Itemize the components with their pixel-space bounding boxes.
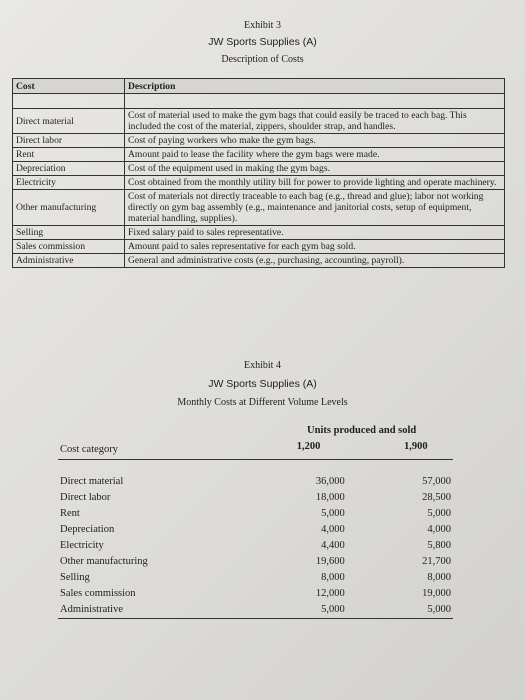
cost-description: Fixed salary paid to sales representative. — [125, 226, 505, 240]
cost-at-1900: 5,800 — [427, 540, 451, 551]
table-row — [58, 602, 453, 619]
monthly-costs-table — [58, 424, 453, 619]
cost-at-1200: 5,000 — [270, 602, 346, 619]
table-header-row — [58, 437, 453, 460]
volume-header-1200: 1,200 — [270, 437, 346, 460]
cost-description: Cost of material used to make the gym bags that could easily be traced to each bag. This included the cost of the material, zippers, shoulder strap, and handles. — [125, 109, 505, 134]
cost-at-1200: 4,000 — [321, 524, 345, 535]
category-header: Cost category — [58, 437, 270, 460]
table-row — [13, 254, 505, 268]
cost-description: Amount paid to sales representative for each gym bag sold. — [125, 240, 505, 254]
cost-name: Selling — [13, 226, 125, 240]
table-row — [58, 460, 453, 491]
cost-at-1200: 19,600 — [315, 556, 345, 567]
cost-description: Cost of paying workers who make the gym bags. — [125, 134, 505, 148]
cost-category: Electricity — [60, 540, 104, 551]
cost-category: Rent — [60, 508, 80, 519]
cost-at-1900: 5,000 — [379, 602, 453, 619]
cost-name: Electricity — [13, 176, 125, 190]
cost-at-1200: 12,000 — [315, 588, 345, 599]
cost-category: Administrative — [58, 602, 270, 619]
cost-at-1900: 8,000 — [427, 572, 451, 583]
table-row — [13, 176, 505, 190]
cost-category: Direct material — [60, 476, 124, 487]
cost-category: Depreciation — [60, 524, 115, 535]
table-header-row — [13, 79, 505, 94]
table-header-row — [58, 424, 453, 437]
exhibit3-title: JW Sports Supplies (A) — [208, 36, 317, 48]
table-row — [13, 190, 505, 226]
exhibit3-subtitle: Description of Costs — [221, 54, 304, 65]
description-column-header: Description — [125, 79, 505, 94]
cost-description: Cost obtained from the monthly utility bill for power to provide lighting and operate machinery. — [125, 176, 505, 190]
cost-category: Direct labor — [60, 492, 111, 503]
table-row — [58, 506, 453, 522]
table-row — [58, 586, 453, 602]
table-row — [13, 162, 505, 176]
cost-description: Amount paid to lease the facility where the gym bags were made. — [125, 148, 505, 162]
cost-description: Cost of materials not directly traceable to each bag (e.g., thread and glue); labor not working directly on gym bag assembly (e.g., maintenance and janitorial costs, setup of equipment, material handling, supplies). — [125, 190, 505, 226]
table-row — [13, 109, 505, 134]
table-row — [13, 134, 505, 148]
cost-name: Sales commission — [13, 240, 125, 254]
cost-at-1900: 21,700 — [422, 556, 451, 567]
cost-at-1900: 28,500 — [422, 492, 451, 503]
cost-name: Direct material — [13, 109, 125, 134]
exhibit3-number: Exhibit 3 — [244, 20, 281, 31]
table-row — [13, 148, 505, 162]
cost-name: Other manufacturing — [13, 190, 125, 226]
cost-at-1900: 5,000 — [427, 508, 451, 519]
cost-name: Direct labor — [13, 134, 125, 148]
cost-description: General and administrative costs (e.g., purchasing, accounting, payroll). — [125, 254, 505, 268]
volume-header-1900: 1,900 — [379, 437, 453, 460]
cost-at-1200: 4,400 — [321, 540, 345, 551]
cost-name: Rent — [13, 148, 125, 162]
table-row — [13, 240, 505, 254]
cost-category: Other manufacturing — [60, 556, 148, 567]
cost-at-1900: 4,000 — [427, 524, 451, 535]
table-row — [58, 538, 453, 554]
table-row — [58, 490, 453, 506]
cost-at-1200: 8,000 — [321, 572, 345, 583]
table-row — [58, 570, 453, 586]
cost-name: Administrative — [13, 254, 125, 268]
table-row — [58, 522, 453, 538]
table-row — [58, 554, 453, 570]
cost-description-table — [12, 78, 505, 268]
exhibit4-title: JW Sports Supplies (A) — [208, 378, 317, 390]
cost-category: Selling — [60, 572, 90, 583]
cost-at-1900: 19,000 — [422, 588, 451, 599]
units-header: Units produced and sold — [307, 425, 417, 436]
exhibit4-number: Exhibit 4 — [244, 360, 281, 371]
cost-column-header: Cost — [13, 79, 125, 94]
cost-category: Sales commission — [60, 588, 136, 599]
cost-at-1200: 36,000 — [315, 476, 345, 487]
cost-description: Cost of the equipment used in making the gym bags. — [125, 162, 505, 176]
cost-at-1200: 18,000 — [315, 492, 345, 503]
table-spacer-row — [13, 94, 505, 109]
cost-at-1900: 57,000 — [422, 476, 451, 487]
table-row — [13, 226, 505, 240]
cost-at-1200: 5,000 — [321, 508, 345, 519]
cost-name: Depreciation — [13, 162, 125, 176]
exhibit4-subtitle: Monthly Costs at Different Volume Levels — [177, 397, 348, 408]
